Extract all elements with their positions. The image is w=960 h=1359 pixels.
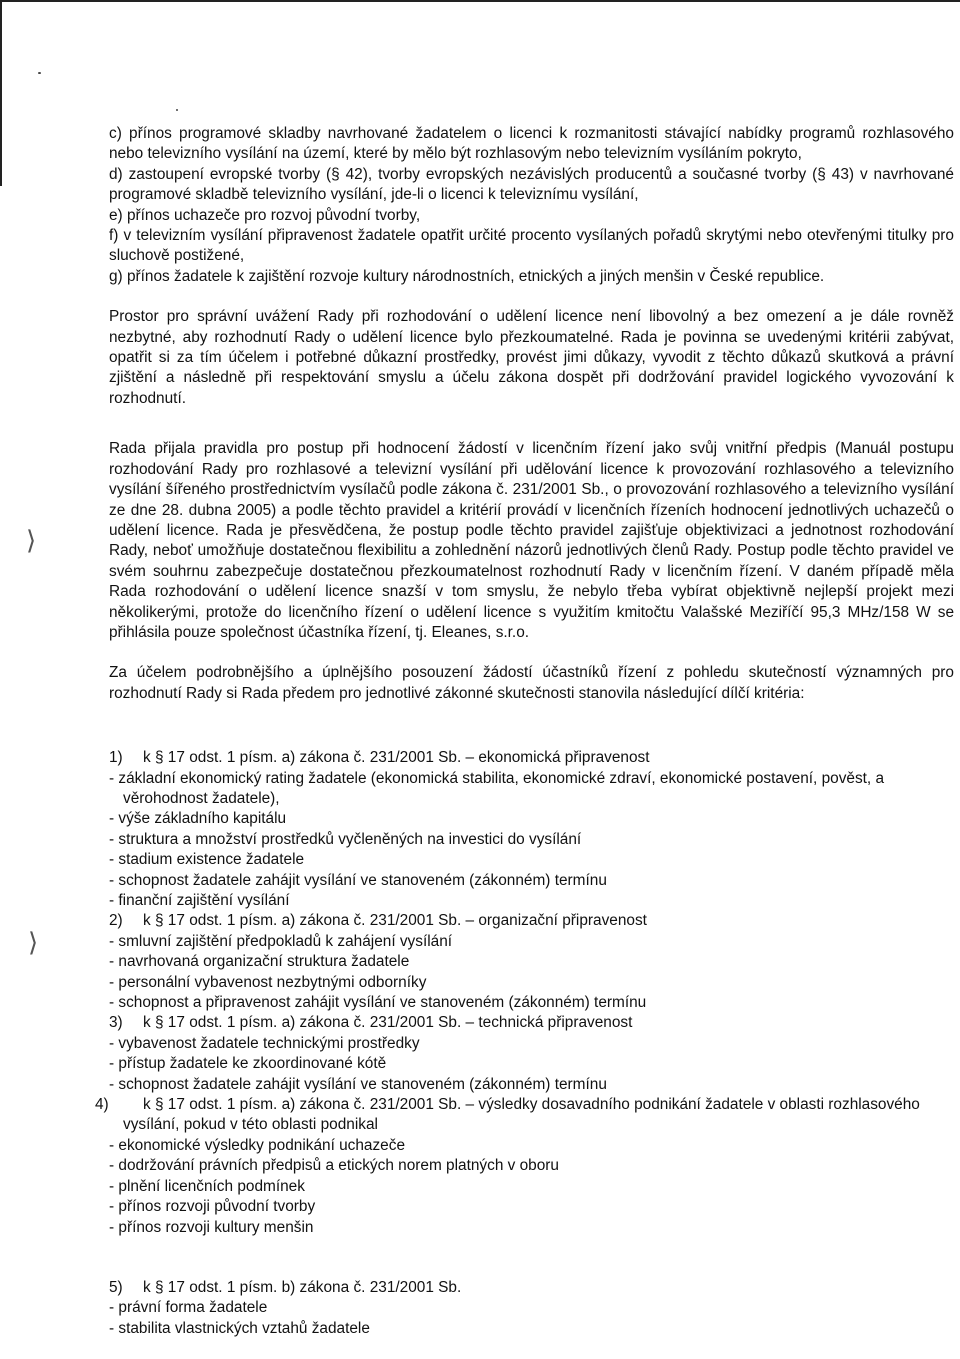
paragraph-rules: Rada přijala pravidla pro postup při hodnocení žádostí v licenčním řízení jako svůj vnitřní předpis (Manuál postupu rozhodování Rady pro rozhlasové a televizní vysílání při udělování licence k provozování rozhlasového a televizního vysílání šířeného prostřednictvím vysílačů podle zákona č. 231/2001 Sb., o provozování rozhlasového a televizního vysílání ze dne 28. dubna 2005) a podle těchto pravidel a kritérií provádí v licenčních řízeních hodnocení jednotlivých uchazečů o udělení licence. Rada je přesvědčena, že postup podle těchto pravidel zajišťuje objektivizaci a jednotnost rozhodování Rady, neboť umožňuje dostatečnou flexibilitu a zohlednění názorů jednotlivých členů Rady. Postup podle těchto pravidel ve svém souhrnu zabezpečuje dostatečnou přezkoumatelnost rozhodnutí Rady v licenčním řízení. V daném případě měla Rada rozhodování o udělení licence snazší v tom smyslu, že nebylo třeba vybírat objektivně nejlepší projekt mezi několikerými, protože do licenčního řízení o udělení licence s využitím kmitočtu Valašské Meziříčí 95,3 MHz/158 W se přihlásila pouze společnost účastníka řízení, tj. Eleanes, s.r.o.	[109, 440, 954, 641]
criterion-4	[95, 1095, 954, 1238]
criterion-heading	[95, 1095, 954, 1136]
criterion-heading	[109, 1013, 954, 1033]
criterion-title: k § 17 odst. 1 písm. a) zákona č. 231/2001 Sb. – ekonomická připravenost	[143, 749, 650, 767]
list-item: - personální vybavenost nezbytnými odborníky	[109, 973, 427, 991]
list-item: - základní ekonomický rating žadatele (ekonomická stabilita, ekonomické zdraví, ekonomické postavení, pověst, a věrohodnost žadatele),	[109, 769, 885, 807]
list-item: - dodržování právních předpisů a etických norem platných v oboru	[109, 1157, 559, 1175]
paragraph-discretion: Prostor pro správní uvážení Rady při rozhodování o udělení licence není libovolný a bez omezení a je dále rovněž nezbytné, aby rozhodnutí Rady o udělení licence bylo přezkoumatelné. Rada je povinna se uvedenými kritérii zabývat, opatřit si za tím účelem i potřebné důkazní prostředky, provést jimi důkazy, vyvodit z těchto důkazů skutková a právní zjištění a následně při respektování smyslu a účelu zákona dospět při dodržování pravidel logického vyvozování k rozhodnutí.	[109, 308, 954, 407]
criterion-title: k § 17 odst. 1 písm. a) zákona č. 231/2001 Sb. – výsledky dosavadního podnikání žadatele v oblasti rozhlasového vysílání, pokud v této oblasti podnikal	[123, 1096, 920, 1134]
criterion-heading	[109, 1278, 954, 1298]
list-item: - výše základního kapitálu	[109, 810, 287, 828]
criterion-number: 4)	[95, 1096, 109, 1114]
criterion-title: k § 17 odst. 1 písm. a) zákona č. 231/2001 Sb. – technická připravenost	[143, 1014, 633, 1032]
criterion-heading	[109, 748, 954, 768]
list-item: - přístup žadatele ke zkoordinované kótě	[109, 1055, 387, 1073]
criterion-2	[109, 911, 954, 1013]
list-item: - přínos rozvoji kultury menšin	[109, 1218, 314, 1236]
criterion-e: e) přínos uchazeče pro rozvoj původní tvorby,	[109, 206, 421, 224]
scan-border-top	[0, 0, 960, 2]
criteria-list	[95, 748, 954, 1339]
criterion-number: 5)	[109, 1278, 123, 1296]
scan-border-left	[0, 0, 2, 186]
paragraph-subcriteria: Za účelem podrobnějšího a úplnějšího posouzení žádostí účastníků řízení z pohledu skutečností významných pro rozhodnutí Rady si Rada předem pro jednotlivé zákonné skutečnosti stanovila následující dílčí kritéria:	[109, 664, 954, 702]
scan-speck	[176, 109, 178, 111]
list-item: - vybavenost žadatele technickými prostředky	[109, 1034, 420, 1052]
margin-mark: ⟩	[28, 928, 39, 958]
list-item: - struktura a množství prostředků vyčleněných na investici do vysílání	[109, 830, 582, 848]
list-item: - schopnost a připravenost zahájit vysílání ve stanoveném (zákonném) termínu	[109, 994, 647, 1012]
list-item: - přínos rozvoji původní tvorby	[109, 1198, 316, 1216]
criteria-intro-list	[109, 124, 954, 287]
list-item: - plnění licenčních podmínek	[109, 1177, 305, 1195]
criterion-c: c) přínos programové skladby navrhované žadatelem o licenci k rozmanitosti stávající nabídky programů rozhlasového nebo televizního vysílání na území, které by mělo být rozhlasovým nebo televizním vysíláním pokryto,	[109, 125, 954, 163]
list-item: - právní forma žadatele	[109, 1299, 268, 1317]
list-item: - stabilita vlastnických vztahů žadatele	[109, 1319, 370, 1337]
margin-mark: ⟩	[26, 526, 37, 556]
criterion-title: k § 17 odst. 1 písm. a) zákona č. 231/2001 Sb. – organizační připravenost	[143, 912, 647, 930]
document-body	[95, 124, 954, 1339]
list-item: - navrhovaná organizační struktura žadatele	[109, 953, 410, 971]
criterion-number: 1)	[109, 749, 123, 767]
criterion-3	[109, 1013, 954, 1095]
list-item: - ekonomické výsledky podnikání uchazeče	[109, 1136, 405, 1154]
list-item: - schopnost žadatele zahájit vysílání ve stanoveném (zákonném) termínu	[109, 871, 607, 889]
criterion-heading	[109, 911, 954, 931]
scan-speck	[38, 72, 41, 74]
criterion-1	[109, 748, 954, 911]
criterion-title: k § 17 odst. 1 písm. b) zákona č. 231/2001 Sb.	[143, 1278, 462, 1296]
list-item: - finanční zajištění vysílání	[109, 892, 290, 909]
list-item: - schopnost žadatele zahájit vysílání ve stanoveném (zákonném) termínu	[109, 1075, 607, 1093]
criterion-5	[109, 1278, 954, 1339]
criterion-g: g) přínos žadatele k zajištění rozvoje kultury národnostních, etnických a jiných menšin v České republice.	[109, 267, 825, 285]
criterion-d: d) zastoupení evropské tvorby (§ 42), tvorby evropských nezávislých producentů a současné tvorby (§ 43) v navrhované programové skladbě televizního vysílání, jde-li o licenci k televiznímu vysílání,	[109, 165, 954, 204]
criterion-number: 2)	[109, 912, 123, 930]
list-item: - smluvní zajištění předpokladů k zahájení vysílání	[109, 932, 453, 950]
criterion-f: f) v televizním vysílání připravenost žadatele opatřit určité procento vysílaných pořadů skrytými nebo otevřenými titulky pro sluchově postižené,	[109, 227, 954, 265]
list-item: - stadium existence žadatele	[109, 851, 305, 869]
criterion-number: 3)	[109, 1014, 123, 1032]
